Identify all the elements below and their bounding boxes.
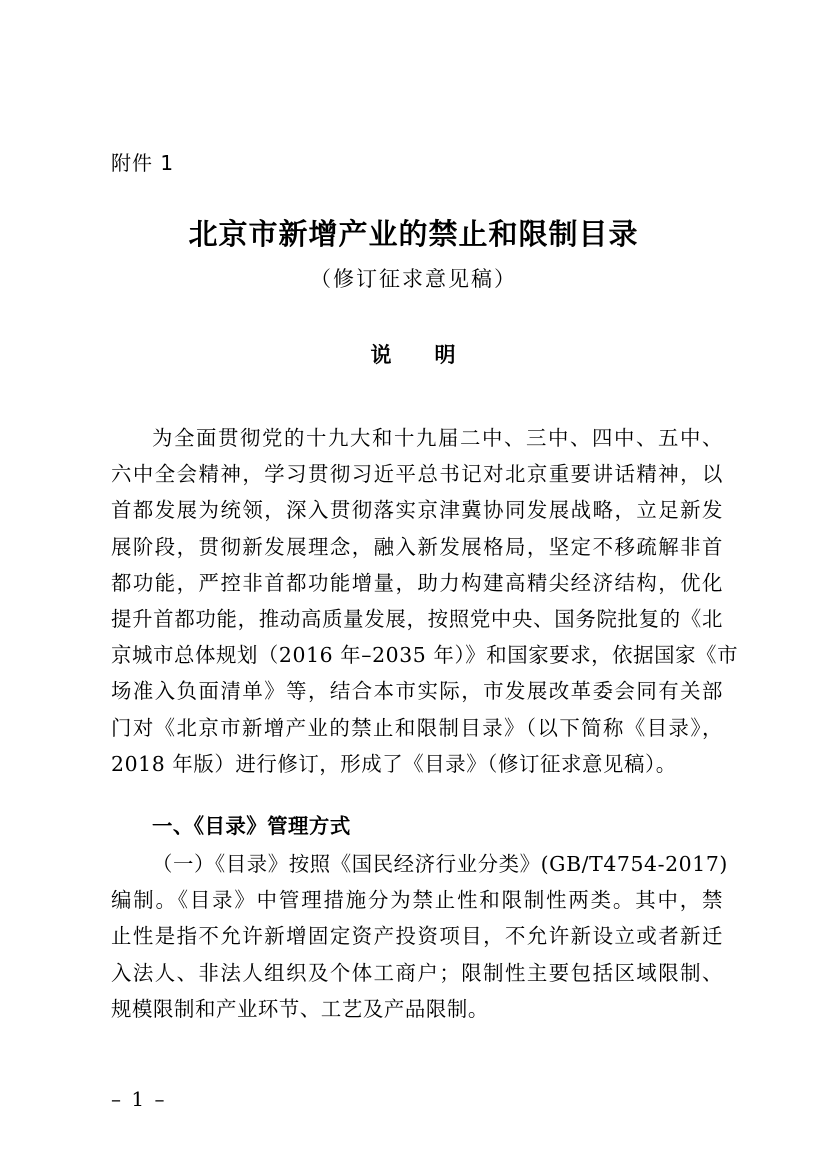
paragraph-line: 首都发展为统领，深入贯彻落实京津冀协同发展战略，立足新发 (111, 498, 723, 523)
paragraph-line: 规模限制和产业环节、工艺及产品限制。 (111, 996, 489, 1021)
paragraph-line: 编制。《目录》中管理措施分为禁止性和限制性两类。其中，禁 (111, 888, 723, 913)
section-title-part1: 说 (370, 343, 393, 367)
paragraph-line: 场准入负面清单》等，结合本市实际，市发展改革委会同有关部 (111, 679, 723, 704)
paragraph-intro (111, 420, 739, 782)
paragraph-line: 门对《北京市新增产业的禁止和限制目录》（以下简称《目录》， (111, 715, 723, 740)
paragraph-line: 京城市总体规划（2016 年–2035 年）》和国家要求，依据国家《市 (111, 643, 739, 668)
paragraph-line: 入法人、非法人组织及个体工商户；限制性主要包括区域限制、 (111, 960, 723, 985)
paragraph-line: 六中全会精神，学习贯彻习近平总书记对北京重要讲话精神，以 (111, 462, 723, 487)
section-title (0, 340, 827, 370)
document-title: 北京市新增产业的禁止和限制目录 (188, 217, 639, 251)
paragraph-line: 展阶段，贯彻新发展理念，融入新发展格局，坚定不移疏解非首 (111, 534, 723, 559)
document-subtitle: （修订征求意见稿） (310, 267, 517, 291)
paragraph-line: 都功能，严控非首都功能增量，助力构建高精尖经济结构，优化 (111, 570, 723, 595)
paragraph-line: 提升首都功能，推动高质量发展，按照党中央、国务院批复的《北 (111, 606, 723, 631)
paragraph-line: 为全面贯彻党的十九大和十九届二中、三中、四中、五中、 (152, 426, 723, 450)
paragraph-management (111, 846, 728, 1027)
attachment-label: 附件 1 (111, 151, 175, 175)
paragraph-line: 2018 年版）进行修订，形成了《目录》（修订征求意见稿）。 (111, 751, 677, 776)
paragraph-line: 止性是指不允许新增固定资产投资项目，不允许新设立或者新迁 (111, 924, 723, 949)
section-title-part2: 明 (434, 343, 457, 367)
paragraph-line: （一）《目录》按照《国民经济行业分类》(GB/T4754-2017) (152, 852, 728, 876)
page-number: – 1 – (111, 1087, 167, 1111)
heading-management-method: 一、《目录》管理方式 (152, 814, 351, 838)
